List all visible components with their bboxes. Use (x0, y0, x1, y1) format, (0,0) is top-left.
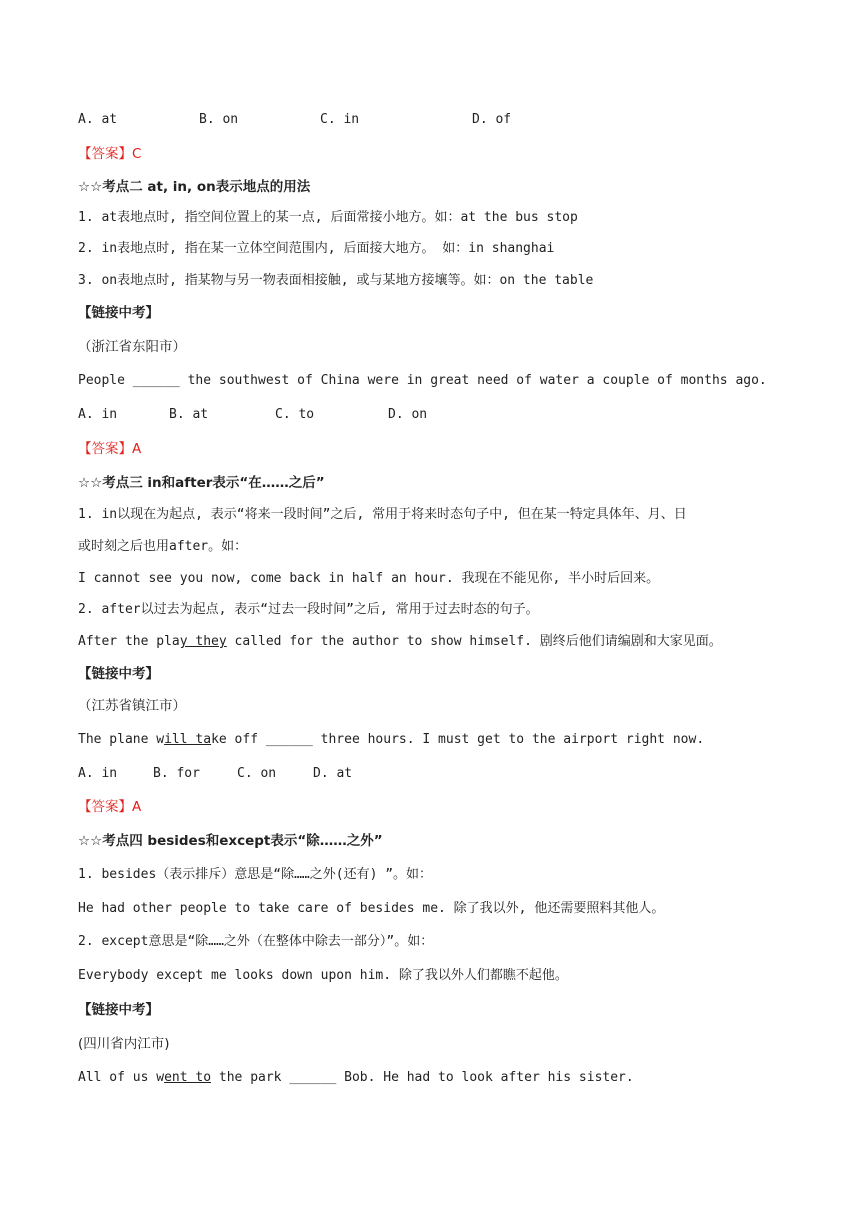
text-segment: ke off ______ three hours. I must get to the airport right now. (211, 732, 705, 747)
section3-point1-line1: 1. in以现在为起点, 表示“将来一段时间”之后, 常用于将来时态句子中, 但在某一特定具体年、月、日 (78, 507, 687, 522)
section3-answer (78, 798, 141, 816)
answer-label: 【答案】 (78, 441, 132, 457)
text-segment: called for the author to show himself. 剧终后他们请编剧和大家见面。 (226, 634, 722, 649)
section4-question (78, 1069, 634, 1087)
section4-point1: 1. besides（表示排斥）意思是“除……之外(还有) ”。如： (78, 867, 433, 882)
section3-title: ☆☆考点三 in和after表示“在……之后” (78, 475, 325, 491)
text-segment: After the pla (78, 634, 180, 649)
section3-link-heading: 【链接中考】 (78, 666, 159, 682)
section3-option-a: A. in (78, 766, 118, 781)
text-segment: All of us w (78, 1070, 165, 1085)
section3-options-row (78, 765, 352, 783)
section4-link-heading: 【链接中考】 (78, 1002, 159, 1018)
section2-option-c: C. to (275, 407, 315, 422)
section4-example2: Everybody except me looks down upon him. 除了我以外人们都瞧不起他。 (78, 968, 568, 983)
section2-point1: 1. at表地点时, 指空间位置上的某一点, 后面常接小地方。如：at the bus stop (78, 210, 578, 225)
text-segment: The plane w (78, 732, 165, 747)
section2-question: People ______ the southwest of China were in great need of water a couple of months ago. (78, 373, 767, 388)
underlined-segment: ill ta (164, 732, 212, 747)
q1-answer (78, 145, 141, 163)
section3-source: （江苏省镇江市） (78, 698, 186, 714)
q1-option-d: D. of (472, 112, 512, 127)
section2-title: ☆☆考点二 at, in, on表示地点的用法 (78, 179, 311, 195)
section2-answer (78, 440, 141, 458)
section3-point2: 2. after以过去为起点, 表示“过去一段时间”之后, 常用于过去时态的句子。 (78, 602, 539, 617)
underlined-segment: y they (179, 634, 227, 649)
section2-option-d: D. on (388, 407, 428, 422)
section2-option-a: A. in (78, 407, 118, 422)
answer-label: 【答案】 (78, 799, 132, 815)
section2-point2: 2. in表地点时, 指在某一立体空间范围内, 后面接大地方。 如：in shanghai (78, 241, 555, 256)
section2-option-b: B. at (169, 407, 209, 422)
underlined-segment: ent to (164, 1070, 212, 1085)
q1-options-row (78, 111, 511, 129)
q1-option-a: A. at (78, 112, 118, 127)
section3-example1: I cannot see you now, come back in half an hour. 我现在不能见你, 半小时后回来。 (78, 571, 660, 586)
answer-label: 【答案】 (78, 146, 132, 162)
answer-value: C (132, 146, 142, 162)
q1-option-c: C. in (320, 112, 360, 127)
section2-options-row (78, 406, 427, 424)
answer-value: A (132, 441, 142, 457)
section4-point2: 2. except意思是“除……之外（在整体中除去一部分）”。如： (78, 934, 434, 949)
section3-point1-line2: 或时刻之后也用after。如： (78, 539, 248, 554)
section4-title: ☆☆考点四 besides和except表示“除……之外” (78, 833, 383, 849)
section4-example1: He had other people to take care of besides me. 除了我以外, 他还需要照料其他人。 (78, 901, 665, 916)
section3-question (78, 731, 704, 749)
section2-source: （浙江省东阳市） (78, 339, 186, 355)
section3-option-c: C. on (237, 766, 277, 781)
section2-link-heading: 【链接中考】 (78, 305, 159, 321)
answer-value: A (132, 799, 142, 815)
text-segment: the park ______ Bob. He had to look after his sister. (211, 1070, 634, 1085)
section3-option-d: D. at (313, 766, 353, 781)
section3-option-b: B. for (153, 766, 200, 781)
section4-source: (四川省内江市) (78, 1036, 170, 1052)
section2-point3: 3. on表地点时, 指某物与另一物表面相接触, 或与某地方接壤等。如：on the table (78, 273, 594, 288)
q1-option-b: B. on (199, 112, 239, 127)
section3-example2 (78, 633, 722, 651)
